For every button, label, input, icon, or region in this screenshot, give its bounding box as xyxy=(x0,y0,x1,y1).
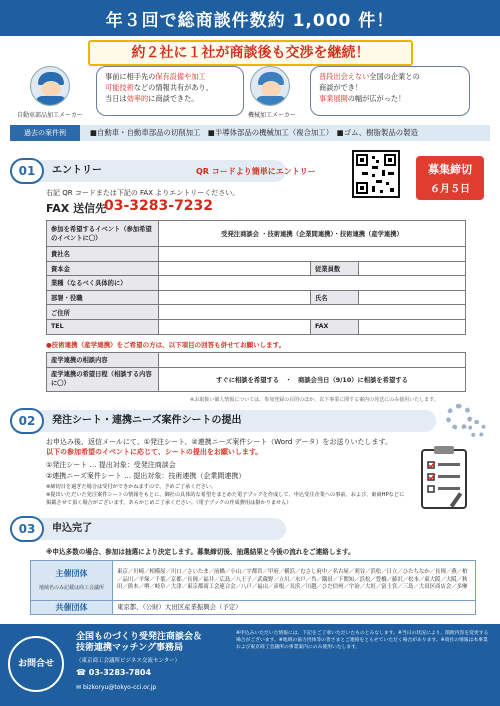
address-label: ご住所 xyxy=(47,305,159,320)
academia-topic-field[interactable] xyxy=(159,353,466,368)
footer-org-line2: 技術連携マッチング事務局 xyxy=(76,643,184,653)
company-label: 貴社名 xyxy=(47,247,159,262)
banner-headline: 約２社に１社が商談後も交渉を継続！ xyxy=(88,40,413,66)
sheet-note1: ※締切日を過ぎた場合は受付ができかねますので、予めご了承ください。 xyxy=(46,484,217,490)
section-complete-title: 申込完了 xyxy=(26,518,286,540)
organizers-table xyxy=(30,560,476,615)
event-label: 参加を希望するイベント（参加希望のイベントに〇） xyxy=(47,221,159,247)
deadline-badge xyxy=(416,156,484,200)
co-organizer-label: 共催団体 xyxy=(31,601,113,615)
qr-code[interactable] xyxy=(352,150,400,198)
worker-illustration-right xyxy=(250,66,290,106)
mail-icon: ✉ xyxy=(76,684,83,691)
dept-field[interactable] xyxy=(159,290,311,305)
academia-schedule-options[interactable]: すぐに相談を希望する ・ 商談会当日（9/10）に相談を希望する xyxy=(159,367,466,391)
sheet-note2: ※提出いただいた発注案件シートの情報をもとに、御社の具体的な希望をまとめた電子ブックを作成して、申込受注企業への事前、および、東商HPなどに掲載させて頂く場合がございます。あらかじめご了承ください。（電子ブックの作成費用は掛かりません） xyxy=(46,492,405,506)
gear-icon-small xyxy=(468,420,486,438)
sheet-item1: ①発注シート … 提出対象：受発注商談会 xyxy=(46,461,176,469)
tel-label: TEL xyxy=(47,319,159,334)
industry-academia-note: ●技術連携（産学連携）をご希望の方は、以下項目の回答も併せてお願いします。 xyxy=(46,341,286,349)
name-field[interactable] xyxy=(359,290,466,305)
deadline-label: 募集締切 xyxy=(428,163,472,176)
organizer-sublabel: 地域名のみ記載は商工会議所 xyxy=(38,584,104,591)
address-field[interactable] xyxy=(159,305,466,320)
inquiry-badge: お問合せ xyxy=(8,636,64,692)
worker-illustration-left xyxy=(30,66,70,106)
industry-field[interactable] xyxy=(159,276,466,291)
left-person-caption: 自動車部品加工メーカー xyxy=(17,112,83,119)
employees-label: 従業員数 xyxy=(311,261,359,276)
industry-label: 業種（なるべく具体的に） xyxy=(47,276,159,291)
co-organizer-text: 東京都、（公財）大田区産業振興会（予定） xyxy=(113,601,476,615)
fax-field-label: FAX xyxy=(311,319,359,334)
section-entry-title: エントリー xyxy=(26,160,286,182)
section-complete-number: 03 xyxy=(10,516,44,542)
footer-org xyxy=(76,632,202,654)
qr-entry-note: QR コードより簡単にエントリー xyxy=(196,167,316,176)
cases-list: ■自動車・自動車部品の切削加工 ■半導体部品の機械加工（複合加工） ■ゴム、樹脂製品の製造 xyxy=(90,128,418,137)
right-person-caption: 機械加工メーカー xyxy=(248,112,296,119)
fax-field[interactable] xyxy=(359,319,466,334)
footer-notes: ※申込みいただいた情報には、下記をご了承いただいたものとみなします。※当日の状況により、開催内容を変更する場合がございます。※地域の協力団体等の皆さまとご連絡をとらせていただく場合があります。※貴社の情報は本事業および東京商工会議所の事業案内にのみ使用いたします。 xyxy=(236,631,489,650)
checklist-icon xyxy=(414,444,476,512)
footer-email[interactable]: bizkoryu@tokyo-cci.or.jp xyxy=(82,684,157,691)
section-sheet-title: 発注シート・連携ニーズ案件シートの提出 xyxy=(26,410,436,432)
dept-label: 部署・役職 xyxy=(47,290,159,305)
academia-topic-label: 産学連携の相談内容 xyxy=(47,353,159,368)
event-options[interactable]: 受発注商談会 ・技術連携（企業間連携）・技術連携（産学連携） xyxy=(159,221,466,247)
entry-intro: 右記 QR コードまたは下記の FAX よりエントリーください。 xyxy=(46,189,240,197)
footer-org-line1: 全国ものづくり受発注商談会＆ xyxy=(76,632,203,642)
footer-org-sub: （東京商工会議所ビジネス交流センター） xyxy=(76,658,181,664)
academia-schedule-label: 産学連携の希望日程（相談する内容に〇） xyxy=(47,367,159,391)
organizer-label: 主催団体 xyxy=(55,568,88,578)
privacy-footnote: ※お取扱い個人情報については、参加登録の目的のほか、以下事業に関する案内の発送にのみ使用いたします。 xyxy=(190,397,439,403)
page-title: 年３回で総商談件数約 1,000 件！ xyxy=(105,11,395,31)
sheet-item2: ②連携ニーズ案件シート … 提出対象：技術連携（企業間連携） xyxy=(46,472,246,480)
organizer-label-cell xyxy=(31,561,113,601)
complete-note: ※申込多数の場合、参加は抽選により決定します。募集締切後、抽選結果と今後の流れをご連絡します。 xyxy=(46,548,355,556)
right-testimonial: 普段出会えない全国の企業との 商談ができ！ 事業展開の幅が広がった！ xyxy=(310,66,470,116)
footer-phone[interactable]: 03-3283-7804 xyxy=(88,668,152,677)
cases-label: 過去の案件例 xyxy=(10,125,80,141)
section-entry-number: 01 xyxy=(10,158,44,184)
fax-number: 03-3283-7232 xyxy=(104,198,214,214)
section-sheet-number: 02 xyxy=(10,408,44,434)
fax-label: FAX 送信先 xyxy=(46,202,107,215)
footer-email-row xyxy=(76,684,156,691)
deadline-date: ６月５日 xyxy=(430,184,470,195)
organizer-list: 東京／川崎／相模原／川口／さいたま／前橋／小山／宇都宮／甲府／横浜／むさし府中／名古屋／刈谷／浜松／日立／ひたちなか／長岡／燕／柏／品川／平塚／千葉／京都／長岡／福井／広島／八王子／武蔵野／立川／水戸／呉／隅田／下関知／浜松／豊橋／藤沢／松本／東大阪／大阪／秋田／熊本／堺／岐阜／大津／東京都商工会連合会／八戸／福山／彦根／長浜／川越／ひだ信州／宇治／大垣／富士宮／三島／大田区商店会／多摩 xyxy=(113,561,476,601)
sheet-line2: 以下の参加希望のイベントに応じて、シートの提出をお願いします。 xyxy=(46,448,263,456)
employees-field[interactable] xyxy=(359,261,466,276)
sheet-line1: お申込み後、返信メールにて、①発注シート、②連携ニーズ案件シート（Word データ）をお送りいたします。 xyxy=(46,438,392,446)
left-testimonial: 事前に相手先の保有設備や加工 可能技術などの情報共有があり、 当日は効率的に商談できた。 xyxy=(96,66,244,116)
capital-field[interactable] xyxy=(159,261,311,276)
name-label: 氏名 xyxy=(311,290,359,305)
entry-form xyxy=(46,220,466,335)
footer-phone-row xyxy=(76,668,151,677)
academia-form xyxy=(46,352,466,392)
company-field[interactable] xyxy=(159,247,466,262)
tel-field[interactable] xyxy=(159,319,311,334)
capital-label: 資本金 xyxy=(47,261,159,276)
phone-icon: ☎ xyxy=(76,668,89,677)
